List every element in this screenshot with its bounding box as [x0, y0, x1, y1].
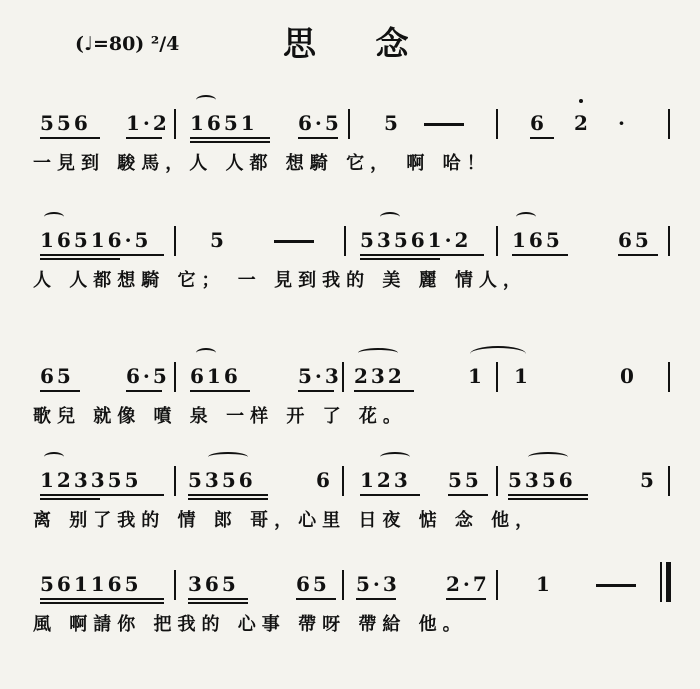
beam-line [40, 602, 164, 604]
beam-line [188, 494, 268, 496]
note-group: 0 [620, 364, 637, 388]
score-system-4 [0, 462, 700, 562]
beam-line [508, 498, 588, 500]
note-group: 5356 [508, 468, 576, 492]
notation-line [0, 105, 700, 137]
slur-mark [44, 212, 64, 222]
barline [496, 570, 498, 600]
note-group: 123 [360, 468, 411, 492]
barline [174, 570, 176, 600]
note-group: 53561·2 [360, 228, 472, 252]
beam-line [190, 390, 250, 392]
note-group: 6·5 [298, 111, 342, 135]
note-group: 232 [354, 364, 405, 388]
slur-mark [44, 452, 64, 462]
octave-dot [579, 99, 583, 103]
sustain-dash [424, 123, 464, 126]
beam-line [190, 141, 270, 143]
beam-line [126, 390, 162, 392]
final-barline-thick [666, 562, 671, 602]
beam-line [354, 390, 414, 392]
note-group: 16516·5 [40, 228, 152, 252]
note-group: 6·5 [126, 364, 170, 388]
note-group: 5 [384, 111, 401, 135]
slur-mark [196, 95, 216, 105]
song-title: 思 念 [283, 24, 433, 63]
beam-line [360, 254, 484, 256]
note-group: 5·3 [356, 572, 400, 596]
beam-line [298, 390, 334, 392]
beam-line [40, 137, 100, 139]
note-group: 65 [40, 364, 74, 388]
notation-line [0, 358, 700, 390]
beam-line [188, 598, 248, 600]
beam-line [188, 602, 248, 604]
slur-mark [380, 452, 410, 462]
beam-line [508, 494, 588, 496]
beam-line [360, 258, 440, 260]
slur-mark [358, 348, 398, 358]
lyrics-line: 風 啊請你 把我的 心事 帶呀 帶給 他。 [33, 614, 467, 635]
note-group: 5 [640, 468, 657, 492]
note-group: 165 [512, 228, 563, 252]
note-group: 1651 [190, 111, 258, 135]
slur-mark [516, 212, 536, 222]
tie-mark [470, 346, 526, 362]
note-group: 5·3 [298, 364, 342, 388]
barline [344, 226, 346, 256]
note-group: 556 [40, 111, 91, 135]
score-system-2 [0, 222, 700, 322]
note-group: 2·7 [446, 572, 490, 596]
score-header [0, 0, 700, 70]
beam-line [298, 137, 338, 139]
barline [496, 226, 498, 256]
beam-line [40, 494, 164, 496]
tempo-marking: (♩=80) ²/4 [75, 33, 180, 55]
sustain-dash [274, 240, 314, 243]
slur-mark [196, 348, 216, 358]
barline [496, 362, 498, 392]
beam-line [40, 254, 164, 256]
barline [174, 226, 176, 256]
note-group: 55 [448, 468, 482, 492]
note-group: 5356 [188, 468, 256, 492]
beam-line [512, 254, 568, 256]
score-system-5 [0, 566, 700, 666]
barline [348, 109, 350, 139]
notation-line [0, 222, 700, 254]
barline [668, 226, 670, 256]
beam-line [40, 598, 164, 600]
note-group: 65 [296, 572, 330, 596]
final-barline-thin [660, 562, 662, 602]
barline [496, 109, 498, 139]
slur-mark [208, 452, 248, 462]
beam-line [126, 137, 162, 139]
barline [342, 362, 344, 392]
notation-line [0, 566, 700, 598]
note-group: 65 [618, 228, 652, 252]
beam-line [618, 254, 658, 256]
lyrics-line: 人 人都想騎 它； 一 見到我的 美 麗 情人， [33, 270, 527, 291]
barline [174, 466, 176, 496]
beam-line [448, 494, 488, 496]
note-group: 5 [210, 228, 227, 252]
beam-line [360, 494, 420, 496]
lyrics-line: 一見到 駿馬，人 人都 想騎 它， 啊 哈！ [33, 153, 491, 174]
note-group: 616 [190, 364, 241, 388]
note-group: 1 [514, 364, 531, 388]
barline [342, 466, 344, 496]
barline [668, 466, 670, 496]
barline [174, 362, 176, 392]
slur-mark [528, 452, 568, 462]
score-system-1 [0, 105, 700, 205]
note-group: 123355 [40, 468, 142, 492]
note-group: 1 [536, 572, 553, 596]
beam-line [296, 598, 336, 600]
beam-line [40, 390, 80, 392]
note-group: 6 [530, 111, 547, 135]
slur-mark [380, 212, 400, 222]
beam-line [40, 258, 120, 260]
barline [668, 109, 670, 139]
note-group: 1 [468, 364, 485, 388]
barline [496, 466, 498, 496]
note-group: 561165 [40, 572, 142, 596]
note-group: 1·2 [126, 111, 170, 135]
score-system-3 [0, 358, 700, 458]
barline [342, 570, 344, 600]
lyrics-line: 歌兒 就像 噴 泉 一样 开 了 花。 [33, 406, 407, 427]
note-group: 2 [574, 111, 591, 135]
lyrics-line: 离 别了我的 情 郎 哥，心里 日夜 惦 念 他， [33, 510, 540, 531]
barline [668, 362, 670, 392]
barline [174, 109, 176, 139]
beam-line [446, 598, 486, 600]
beam-line [530, 137, 554, 139]
notation-line [0, 462, 700, 494]
beam-line [188, 498, 268, 500]
note-group: 6 [316, 468, 333, 492]
beam-line [40, 498, 100, 500]
beam-line [356, 598, 396, 600]
note-group: 365 [188, 572, 239, 596]
sustain-dash [596, 584, 636, 587]
note-group: · [618, 111, 628, 135]
beam-line [190, 137, 270, 139]
